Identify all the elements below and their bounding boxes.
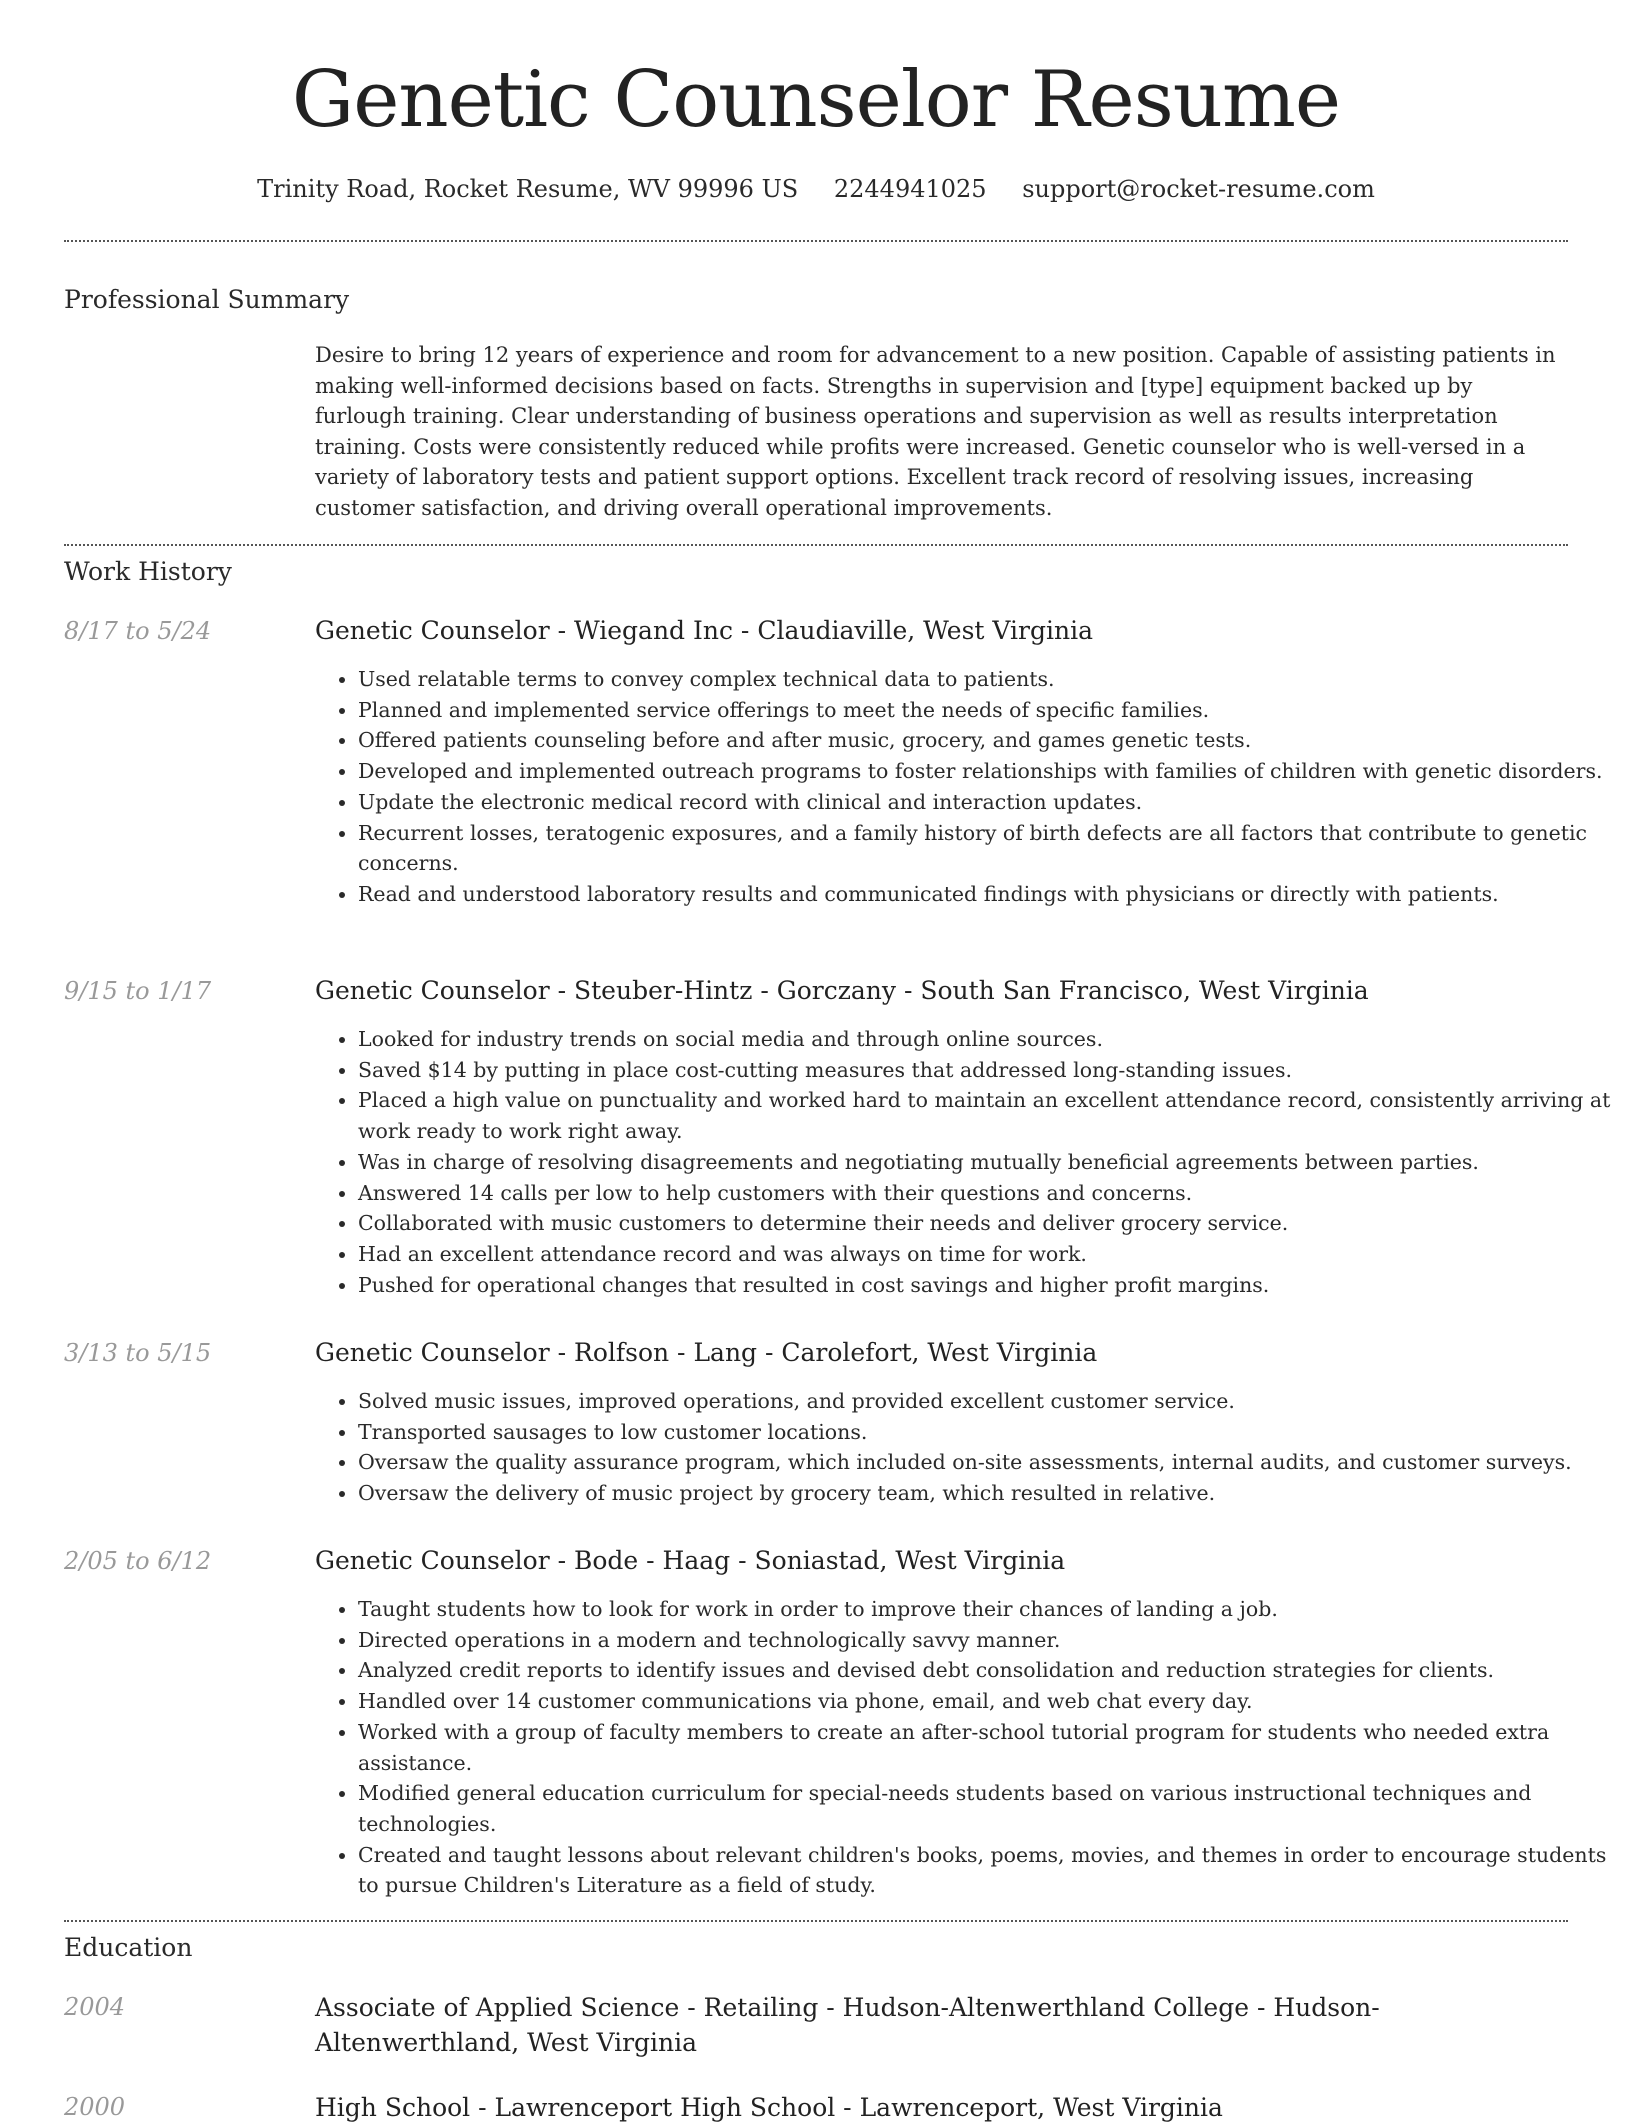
job-dates: 2/05 to 6/12 [64, 1547, 212, 1575]
contact-email: support@rocket-resume.com [1022, 175, 1375, 203]
contact-line [0, 172, 1632, 206]
job-bullet: • Taught students how to look for work in order to improve their chances of landing a job. [358, 1594, 1611, 1625]
job-bullet: • Created and taught lessons about relevant children's books, poems, movies, and themes in order to encourage students to pursue Children's Literature as a field of study. [358, 1840, 1611, 1901]
education-dates: 2004 [64, 1993, 126, 2021]
job-bullet: • Was in charge of resolving disagreements and negotiating mutually beneficial agreements between parties. [358, 1147, 1611, 1178]
job-bullet: • Transported sausages to low customer locations. [358, 1417, 1611, 1448]
job-bullet: • Worked with a group of faculty members to create an after-school tutorial program for students who needed extra assistance. [358, 1717, 1611, 1778]
job-bullet: • Collaborated with music customers to determine their needs and deliver grocery service. [358, 1208, 1611, 1239]
summary-text: Desire to bring 12 years of experience and room for advancement to a new position. Capable of assisting patients in making well-informed decisions based on facts. Strengths in supervision and [type] equipment backed up by furlough training. Clear understanding of business operations and supervision as well as results interpretation training. Costs were consistently reduced while profits were increased. Genetic counselor who is well-versed in a variety of laboratory tests and patient support options. Excellent track record of resolving issues, increasing customer satisfaction, and driving overall operational improvements. [315, 343, 1556, 520]
job-title: Genetic Counselor - Rolfson - Lang - Carolefort, West Virginia [315, 1338, 1098, 1367]
contact-address: Trinity Road, Rocket Resume, WV 99996 US [257, 175, 799, 203]
job-bullet: • Update the electronic medical record with clinical and interaction updates. [358, 787, 1611, 818]
job-bullet: • Solved music issues, improved operations, and provided excellent customer service. [358, 1386, 1611, 1417]
education-title: High School - Lawrenceport High School - Lawrenceport, West Virginia [315, 2093, 1223, 2122]
job-bullet: • Handled over 14 customer communications via phone, email, and web chat every day. [358, 1686, 1611, 1717]
section-title-education: Education [64, 1933, 193, 1962]
job-bullet: • Planned and implemented service offerings to meet the needs of specific families. [358, 695, 1611, 726]
job-title: Genetic Counselor - Wiegand Inc - Claudiaville, West Virginia [315, 616, 1093, 645]
job-bullet: • Answered 14 calls per low to help customers with their questions and concerns. [358, 1178, 1611, 1209]
section-title-summary: Professional Summary [64, 285, 350, 314]
education-title: Associate of Applied Science - Retailing - Hudson-Altenwerthland College - Hudson-Altenwerthland, West Virginia [315, 1993, 1380, 2057]
divider [64, 544, 1568, 546]
job-bullet: • Saved $14 by putting in place cost-cutting measures that addressed long-standing issues. [358, 1055, 1611, 1086]
job-bullet: • Directed operations in a modern and technologically savvy manner. [358, 1625, 1611, 1656]
job-title: Genetic Counselor - Steuber-Hintz - Gorczany - South San Francisco, West Virginia [315, 976, 1369, 1005]
resume-title: Genetic Counselor Resume [291, 55, 1341, 145]
job-bullet: • Offered patients counseling before and after music, grocery, and games genetic tests. [358, 725, 1611, 756]
job-bullet: • Looked for industry trends on social media and through online sources. [358, 1024, 1611, 1055]
job-bullet: • Analyzed credit reports to identify issues and devised debt consolidation and reduction strategies for clients. [358, 1655, 1611, 1686]
job-dates: 3/13 to 5/15 [64, 1339, 212, 1367]
job-bullet: • Read and understood laboratory results and communicated findings with physicians or directly with patients. [358, 879, 1611, 910]
job-bullet: • Oversaw the delivery of music project by grocery team, which resulted in relative. [358, 1478, 1611, 1509]
divider [64, 1920, 1568, 1922]
job-bullet: • Recurrent losses, teratogenic exposures, and a family history of birth defects are all factors that contribute to genetic concerns. [358, 818, 1611, 879]
job-bullets [315, 1386, 1611, 1509]
job-bullets [315, 1594, 1611, 1901]
section-title-work-history: Work History [64, 557, 232, 586]
job-title: Genetic Counselor - Bode - Haag - Soniastad, West Virginia [315, 1546, 1066, 1575]
job-bullet: • Oversaw the quality assurance program, which included on-site assessments, internal audits, and customer surveys. [358, 1447, 1611, 1478]
job-bullet: • Pushed for operational changes that resulted in cost savings and higher profit margins. [358, 1270, 1611, 1301]
job-bullets [315, 664, 1611, 910]
divider [64, 240, 1568, 242]
job-bullets [315, 1024, 1611, 1300]
job-bullet: • Used relatable terms to convey complex technical data to patients. [358, 664, 1611, 695]
job-bullet: • Modified general education curriculum for special-needs students based on various instructional techniques and technologies. [358, 1778, 1611, 1839]
job-bullet: • Developed and implemented outreach programs to foster relationships with families of children with genetic disorders. [358, 756, 1611, 787]
job-dates: 8/17 to 5/24 [64, 617, 212, 645]
job-bullet: • Placed a high value on punctuality and worked hard to maintain an excellent attendance record, consistently arriving at work ready to work right away. [358, 1085, 1611, 1146]
contact-phone: 2244941025 [833, 175, 987, 203]
job-dates: 9/15 to 1/17 [64, 977, 212, 1005]
education-dates: 2000 [64, 2093, 126, 2121]
job-bullet: • Had an excellent attendance record and was always on time for work. [358, 1239, 1611, 1270]
